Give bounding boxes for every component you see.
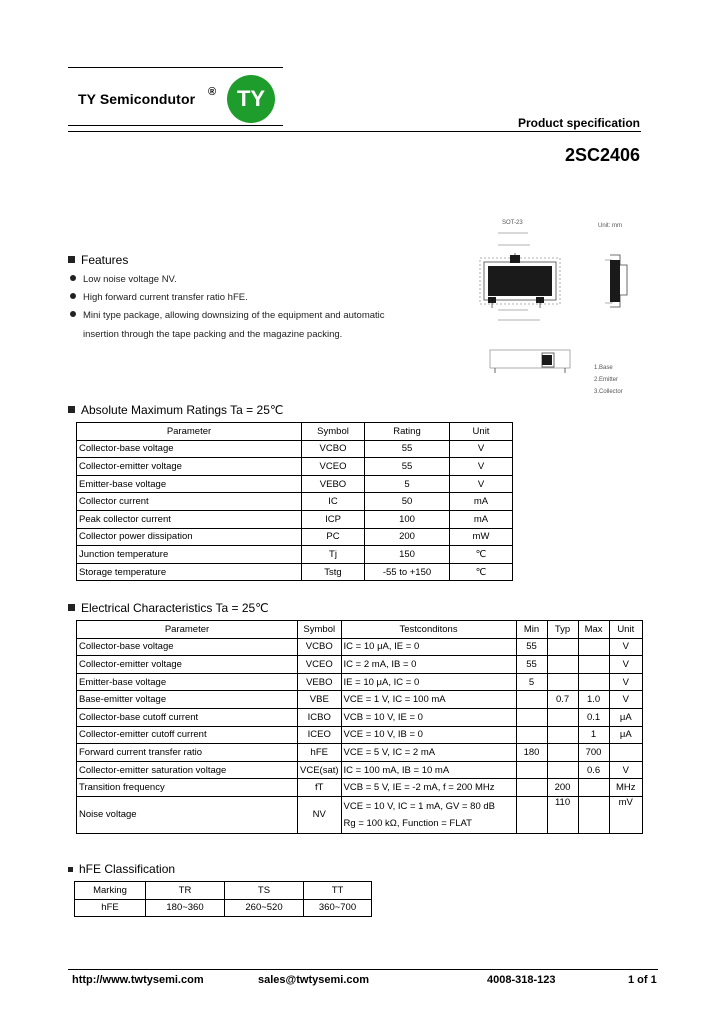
column-header: TR [146, 882, 225, 900]
feature-item: High forward current transfer ratio hFE. [70, 292, 248, 303]
pin-label: 3.Collector [594, 389, 623, 395]
section-bullet-icon [68, 604, 75, 611]
bullet-icon [70, 275, 76, 281]
table-row: Collector-emitter cutoff current ICEO VCE = 10 V, IB = 0 1 μA [77, 726, 643, 744]
company-logo: TY [227, 75, 275, 123]
pin-label: 2.Emitter [594, 377, 619, 383]
noise-condition-2: Rg = 100 kΩ, Function = FLAT [343, 817, 472, 829]
table-row: Junction temperature Tj 150 ℃ [77, 546, 513, 564]
footer-phone: 4008-318-123 [487, 974, 556, 986]
feature-item: Mini type package, allowing downsizing of the equipment and automatic [70, 310, 385, 321]
bullet-icon [70, 293, 76, 299]
table-row: Collector-base cutoff current ICBO VCB = 10 V, IE = 0 0.1 μA [77, 708, 643, 726]
registered-mark: ® [208, 86, 217, 98]
header-rule-long [68, 131, 641, 132]
table-row: Peak collector current ICP 100 mA [77, 510, 513, 528]
pin-label: 1.Base [594, 365, 613, 371]
header-rule-short [68, 125, 283, 126]
column-header: Symbol [298, 621, 342, 639]
hfe-heading: hFE Classification [68, 862, 175, 876]
spec-label: Product specification [517, 116, 640, 130]
page-number: 1 of 1 [628, 974, 657, 986]
column-header: TS [225, 882, 304, 900]
section-bullet-icon [68, 867, 73, 872]
abs-max-heading: Absolute Maximum Ratings Ta = 25℃ [68, 403, 283, 417]
table-row: Forward current transfer ratio hFE VCE = 5 V, IC = 2 mA 180 700 [77, 744, 643, 762]
package-label: SOT-23 [502, 220, 523, 226]
package-outline-drawing [470, 215, 655, 400]
section-bullet-icon [68, 256, 75, 263]
header-top-rule [68, 67, 283, 68]
column-header: Parameter [77, 621, 298, 639]
column-header: TT [304, 882, 372, 900]
elec-char-table [76, 620, 643, 834]
table-row: Collector-emitter saturation voltage VCE(sat) IC = 100 mA, IB = 10 mA 0.6 V [77, 761, 643, 779]
table-row: Emitter-base voltage VEBO 5 V [77, 475, 513, 493]
footer-website-link[interactable]: http://www.twtysemi.com [72, 974, 204, 986]
column-header: Marking [75, 882, 146, 900]
noise-condition-1: VCE = 10 V, IC = 1 mA, GV = 80 dB [343, 800, 496, 812]
footer-email-link[interactable]: sales@twtysemi.com [258, 974, 369, 986]
table-row: Collector current IC 50 mA [77, 493, 513, 511]
column-header: Rating [365, 423, 450, 441]
column-header: Testconditons [341, 621, 516, 639]
part-number: 2SC2406 [564, 145, 640, 165]
column-header: Unit [609, 621, 642, 639]
feature-item: Low noise voltage NV. [70, 274, 177, 285]
table-header-row [77, 621, 643, 639]
hfe-table [74, 881, 372, 917]
table-row: Collector power dissipation PC 200 mW [77, 528, 513, 546]
table-header-row [75, 882, 372, 900]
table-row: Storage temperature Tstg -55 to +150 ℃ [77, 563, 513, 581]
table-row: Transition frequency fT VCB = 5 V, IE = -2 mA, f = 200 MHz 200 MHz [77, 779, 643, 797]
table-row: Collector-emitter voltage VCEO 55 V [77, 458, 513, 476]
column-header: Typ [547, 621, 578, 639]
table-row-noise: Noise voltage NV VCE = 10 V, IC = 1 mA, GV = 80 dB Rg = 100 kΩ, Function = FLAT 110 mV [77, 796, 643, 833]
elec-char-heading: Electrical Characteristics Ta = 25℃ [68, 601, 269, 615]
table-row: Collector-base voltage VCBO IC = 10 μA, IE = 0 55 V [77, 638, 643, 656]
abs-max-table [76, 422, 513, 581]
table-row: hFE 180~360 260~520 360~700 [75, 899, 372, 917]
column-header: Unit [450, 423, 513, 441]
column-header: Parameter [77, 423, 302, 441]
brand-name: TY Semicondutor [78, 91, 196, 107]
column-header: Symbol [302, 423, 365, 441]
section-bullet-icon [68, 406, 75, 413]
column-header: Min [516, 621, 547, 639]
table-row: Emitter-base voltage VEBO IE = 10 μA, IC = 0 5 V [77, 673, 643, 691]
features-heading: Features [68, 253, 128, 267]
unit-label: Unit: mm [598, 223, 622, 229]
column-header: Max [578, 621, 609, 639]
table-header-row [77, 423, 513, 441]
footer-rule [68, 969, 658, 970]
bullet-icon [70, 311, 76, 317]
table-row: Collector-emitter voltage VCEO IC = 2 mA, IB = 0 55 V [77, 656, 643, 674]
feature-item-continuation: insertion through the tape packing and the magazine packing. [83, 329, 343, 340]
table-row: Collector-base voltage VCBO 55 V [77, 440, 513, 458]
table-row: Base-emitter voltage VBE VCE = 1 V, IC = 100 mA 0.7 1.0 V [77, 691, 643, 709]
